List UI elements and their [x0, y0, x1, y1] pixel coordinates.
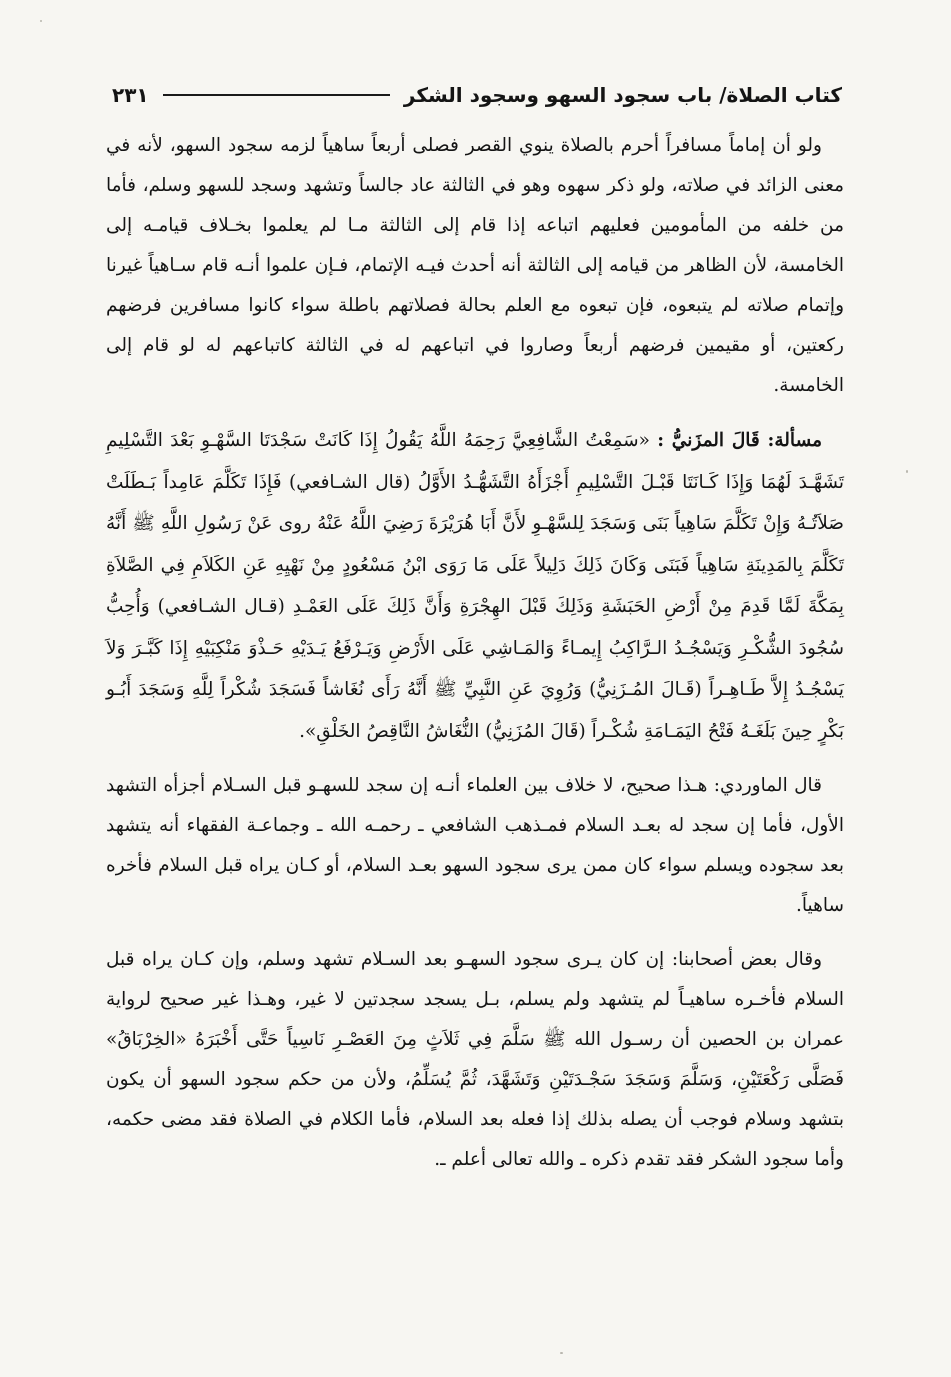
paragraph-mawardi: [106, 766, 844, 926]
page-number: ٢٣١: [112, 83, 149, 107]
paragraph-1: [106, 126, 844, 406]
masala-quote: «سَمِعْتُ الشَّافِعِيَّ رَحِمَهُ اللَّهُ يَقُولُ إِذَا كَانَتْ سَجْدَتَا السَّهْـوِ بَعْدَ التَّسْلِيمِ تَشَهَّـدَ لَهُمَا وَإِذَا كَـانَتَا قَبْـلَ التَّسْلِيمِ أَجْزَأَهُ التَّشَهُّـدُ الأَوَّلُ (قال الشـافعي) فَإِذَا تَكَلَّمَ عَامِداً بَـطَلَتْ صَلاَتُـهُ وَإِنْ تَكَلَّمَ سَاهِياً بَنَى وَسَجَدَ لِلسَّهْـوِ لأَنَّ أَبَا هُرَيْرَةَ رَضِيَ اللَّهُ عَنْهُ روى عَنْ رَسُولِ اللَّهِ ﷺ أَنَّهُ تَكَلَّمَ بِالمَدِينَةِ سَاهِياً فَبَنَى وَكَانَ ذَلِكَ دَلِيلاً عَلَى مَا رَوَى ابْنُ مَسْعُودٍ مِنْ نَهْيِهِ عَنِ الكَلاَمِ فِي الصَّلاَةِ بِمَكَّةَ لَمَّا قَدِمَ مِنْ أَرْضِ الحَبَشَةِ وَذَلِكَ قَبْلَ الهِجْرَةِ وَأَنَّ ذَلِكَ عَلَى العَمْـدِ (قـال الشـافعي) وَأُحِبُّ سُجُودَ الشُّكْـرِ وَيَسْجُـدُ الـرَّاكِبُ إِيمـاءً وَالمَـاشِي عَلَى الأَرْضِ وَيَـرْفَعُ يَـدَيْهِ حَـذْوَ مَنْكِبَيْهِ إِذَا كَبَّـرَ وَلاَ يَسْجُـدُ إِلاَّ طَـاهِـراً (قَـالَ المُـزَنِيُّ) وَرُوِيَ عَنِ النَّبِيِّ ﷺ أَنَّهُ رَأَى نُغَاشاً فَسَجَدَ شُكْراً لِلَّهِ وَسَجَدَ أَبُـو بَكْرٍ حِينَ بَلَغَـهُ فَتْحُ اليَمَـامَةِ شُكْـراً (قَالَ المُزَنِيُّ) النُّغَاشُ النَّاقِصُ الخَلْقِ».: [106, 430, 844, 742]
paragraph-ashab: [106, 940, 844, 1180]
paragraph-masala: [106, 420, 844, 752]
paragraph-ashab-text: وقال بعض أصحابنا: إن كان يـرى سجود السهـو بعد السـلام تشهد وسلم، وإن كـان يراه قبل السلام فأخـره ساهيـاً لم يتشهد ولم يسلم، بـل يسجد سجدتين لا غير، وهـذا غير صحيح لرواية عمران بن الحصين أن رسـول الله ﷺ سَلَّمَ فِي ثَلاَثٍ مِنَ العَصْـرِ نَاسِياً حَتَّى أَخْبَرَهُ «الخِرْبَاقُ» فَصَلَّى رَكْعَتَيْنِ، وَسَلَّمَ وَسَجَدَ سَجْـدَتَيْنِ وَتَشَهَّدَ، ثُمَّ يُسَلِّمُ، ولأن من حكم سجود السهو أن يكون بتشهد وسلام فوجب أن يصله بذلك إذا فعله بعد السلام، فأما الكلام في الصلاة فقد مضى حكمه، وأما سجود الشكر فقد تقدم ذكره ـ والله تعالى أعلم ـ.: [106, 949, 844, 1170]
header-rule: [163, 94, 390, 96]
scan-speck: [906, 470, 908, 473]
scan-speck: [40, 20, 42, 22]
running-header: [112, 78, 842, 112]
scan-speck: [560, 1352, 563, 1354]
page-body: [106, 126, 844, 1180]
paragraph-mawardi-text: قال الماوردي: هـذا صحيح، لا خلاف بين العلماء أنـه إن سجد للسهـو قبل السـلام أجزأه التشهد الأول، فأما إن سجد له بعـد السلام فمـذهب الشافعي ـ رحمـه الله ـ وجماعـة الفقهاء أنه يتشهد بعد سجوده ويسلم سواء كان ممن يرى سجود السهو بعـد السلام، أو كـان يراه قبل السلام فأخره ساهياً.: [106, 775, 844, 916]
masala-label: مسألة: قَالَ المزَنيُّ :: [657, 430, 822, 451]
paragraph-1-text: ولو أن إماماً مسافراً أحرم بالصلاة ينوي القصر فصلى أربعاً ساهياً لزمه سجود السهو، لأنه في معنى الزائد في صلاته، ولو ذكر سهوه وهو في الثالثة عاد جالساً وتشهد وسجد للسهو وسلم، فأما من خلفه من المأمومين فعليهم اتباعه إذا قام إلى الثالثة مـا لم يعلموا بخـلاف قيامـه إلى الخامسة، لأن الظاهر من قيامه إلى الثالثة أنه أحدث فيـه الإتمام، فـإن علموا أنـه قام سـاهياً غيرنا وإتمام صلاته لم يتبعوه، فإن تبعوه مع العلم بحالة فصلاتهم باطلة سواء كانوا مسافرين فرضهم ركعتين، أو مقيمين فرضهم أربعاً وصاروا في اتباعهم له في الثالثة كاتباعهم له لو قام إلى الخامسة.: [106, 135, 844, 396]
header-title: كتاب الصلاة/ باب سجود السهو وسجود الشكر: [403, 83, 842, 107]
